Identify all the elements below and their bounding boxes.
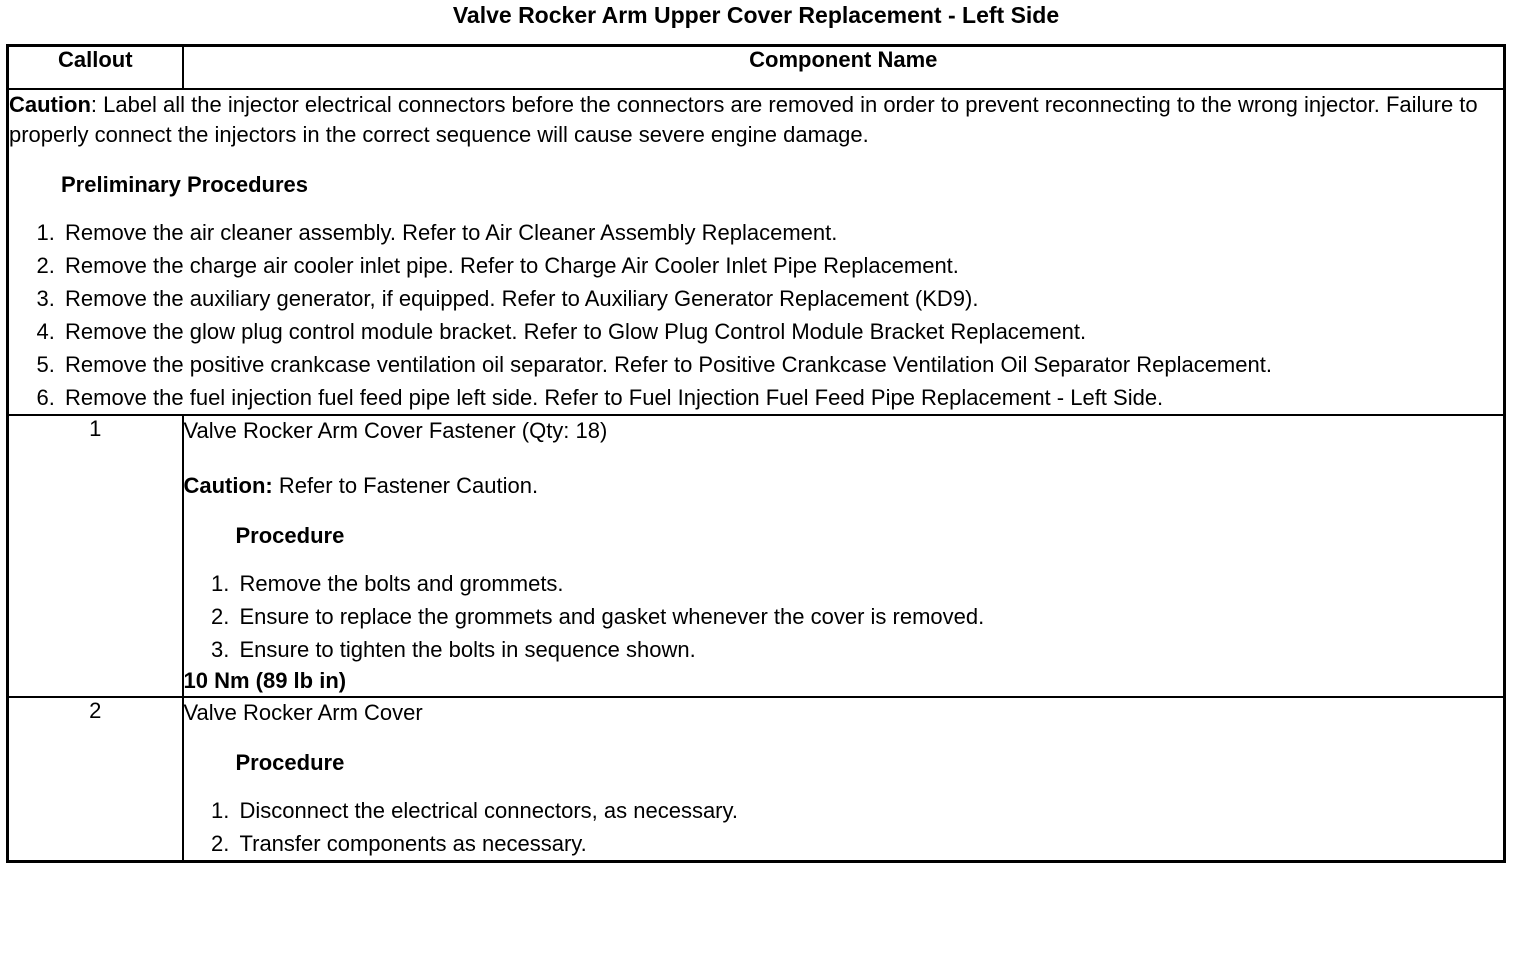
component-caution: [184, 471, 1504, 501]
preliminary-heading: Preliminary Procedures: [61, 172, 309, 197]
header-callout: Callout: [8, 46, 183, 90]
document-title: Valve Rocker Arm Upper Cover Replacement - Left Side: [452, 2, 1060, 28]
table-row: [8, 697, 1505, 862]
callout-number: 1: [8, 415, 183, 697]
component-cell: [183, 697, 1505, 862]
component-name: Valve Rocker Arm Cover Fastener (Qty: 18): [183, 418, 608, 443]
list-item: 2. Remove the charge air cooler inlet pipe. Refer to Charge Air Cooler Inlet Pipe Replacement.: [61, 249, 1503, 282]
component-name: Valve Rocker Arm Cover: [183, 700, 423, 725]
preliminary-steps: [9, 216, 1503, 414]
list-item: 1. Disconnect the electrical connectors, as necessary.: [236, 794, 1504, 827]
list-item: 1. Remove the air cleaner assembly. Refer to Air Cleaner Assembly Replacement.: [61, 216, 1503, 249]
procedure-steps: [184, 567, 1504, 666]
list-item: 4. Remove the glow plug control module bracket. Refer to Glow Plug Control Module Bracket Replacement.: [61, 315, 1503, 348]
preliminary-cell: [8, 89, 1505, 415]
component-cell: [183, 415, 1505, 697]
procedure-heading: Procedure: [235, 523, 345, 548]
procedure-steps: [184, 794, 1504, 860]
list-item: 2. Transfer components as necessary.: [236, 827, 1504, 860]
list-item: 3. Ensure to tighten the bolts in sequence shown.: [236, 633, 1504, 666]
list-item: 6. Remove the fuel injection fuel feed pipe left side. Refer to Fuel Injection Fuel Feed Pipe Replacement - Left Side.: [61, 381, 1503, 414]
caution-text: : Label all the injector electrical connectors before the connectors are removed in order to prevent reconnecting to the wrong injector. Failure to properly connect the injectors in the correct sequence will cause severe engine damage.: [9, 92, 1478, 147]
procedure-table: [6, 44, 1506, 863]
procedure-heading: Procedure: [235, 750, 345, 775]
preliminary-row: [8, 89, 1505, 415]
header-component-name: Component Name: [183, 46, 1505, 90]
caution-text: Refer to Fastener Caution.: [272, 473, 539, 498]
list-item: 1. Remove the bolts and grommets.: [236, 567, 1504, 600]
table-header-row: [8, 46, 1505, 90]
list-item: 5. Remove the positive crankcase ventilation oil separator. Refer to Positive Crankcase Ventilation Oil Separator Replacement.: [61, 348, 1503, 381]
torque-spec: 10 Nm (89 lb in): [183, 668, 347, 693]
list-item: 2. Ensure to replace the grommets and gasket whenever the cover is removed.: [236, 600, 1504, 633]
callout-number: 2: [8, 697, 183, 862]
caution-label: Caution: [9, 92, 91, 117]
caution-label: Caution:: [183, 473, 273, 498]
preliminary-caution: [9, 90, 1503, 150]
list-item: 3. Remove the auxiliary generator, if equipped. Refer to Auxiliary Generator Replacement (KD9).: [61, 282, 1503, 315]
table-row: [8, 415, 1505, 697]
